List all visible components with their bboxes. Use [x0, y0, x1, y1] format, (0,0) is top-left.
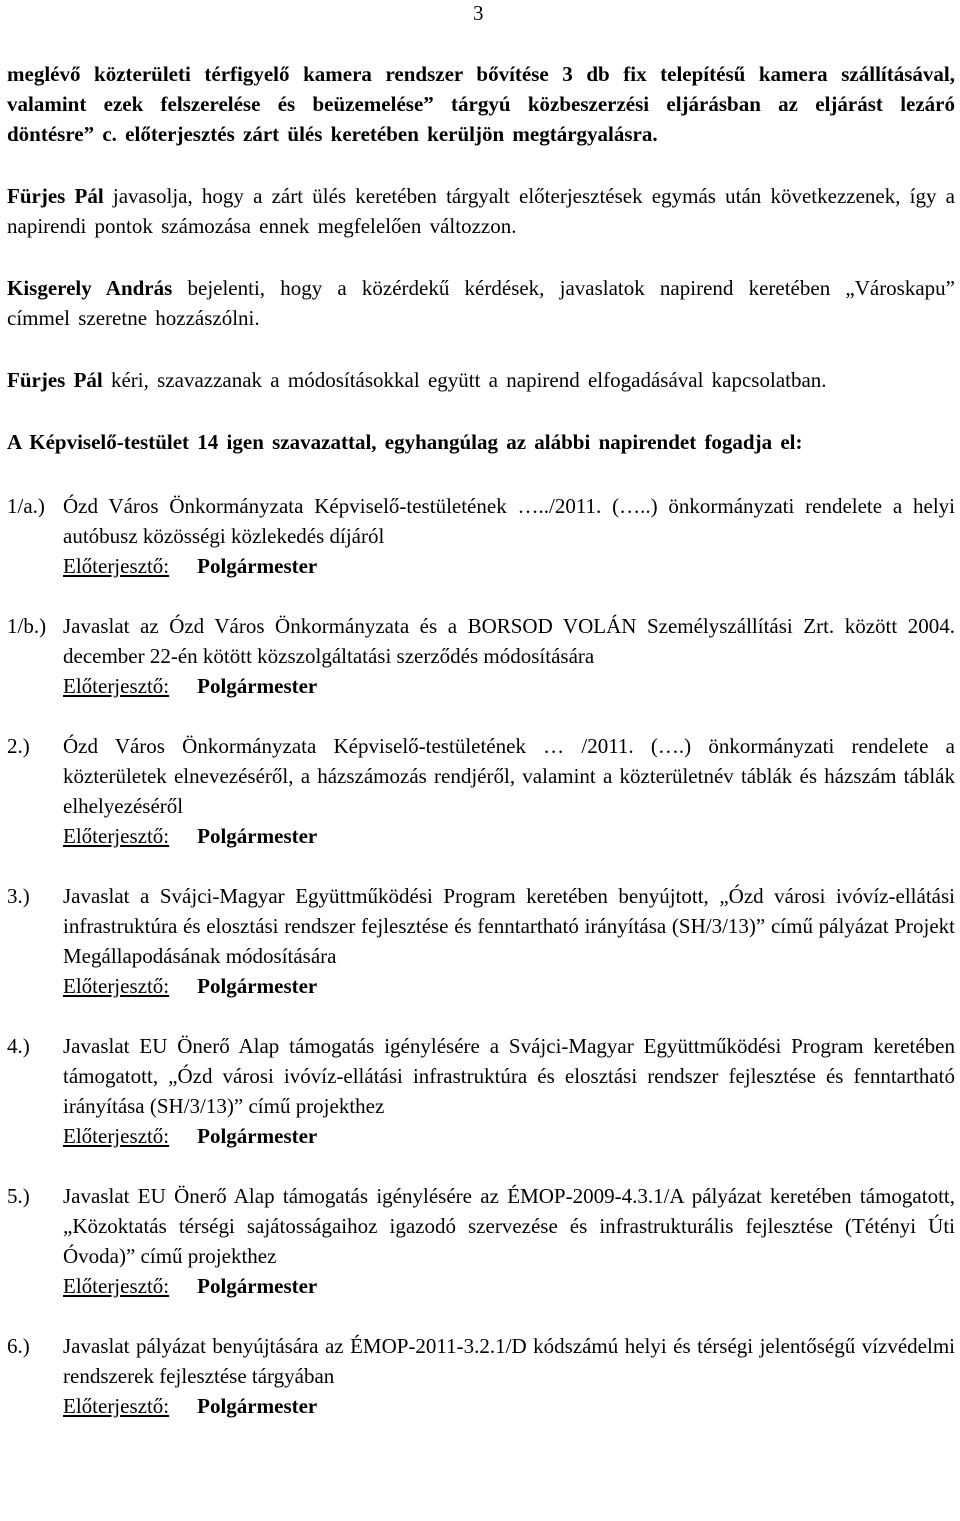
presenter-name: Polgármester — [197, 1274, 318, 1298]
agenda-item — [7, 491, 955, 581]
agenda-item — [7, 611, 955, 701]
paragraph-text: kéri, szavazzanak a módosításokkal együtt a napirend elfogadásával kapcsolatban. — [102, 368, 827, 392]
paragraph-text: A Képviselő-testület 14 igen szavazattal, egyhangúlag az alábbi napirendet fogadja el: — [7, 430, 803, 454]
paragraph-furjes-proposal — [7, 181, 955, 241]
document-body — [7, 59, 955, 1421]
agenda-item-number: 1/b.) — [7, 614, 47, 638]
agenda-item — [7, 731, 955, 851]
agenda-item-number: 6.) — [7, 1334, 30, 1358]
presenter-label: Előterjesztő: — [63, 1124, 170, 1148]
presenter-name: Polgármester — [197, 1124, 318, 1148]
agenda-item-number: 5.) — [7, 1184, 30, 1208]
presenter-label: Előterjesztő: — [63, 674, 170, 698]
presenter-name: Polgármester — [197, 554, 318, 578]
paragraph-text: javasolja, hogy a zárt ülés keretében tárgyalt előterjesztések egymás után következzenek, így a napirendi pontok számozása ennek megfelelően változzon. — [7, 184, 955, 238]
agenda-item-number: 2.) — [7, 734, 30, 758]
presenter-line — [63, 1121, 955, 1151]
agenda-item-number: 4.) — [7, 1034, 30, 1058]
agenda-item — [7, 1181, 955, 1301]
paragraph-kisgerely-announcement — [7, 273, 955, 333]
presenter-label: Előterjesztő: — [63, 554, 170, 578]
presenter-line — [63, 671, 955, 701]
presenter-name: Polgármester — [197, 974, 318, 998]
agenda-item-text: Javaslat EU Önerő Alap támogatás igénylésére az ÉMOP-2009-4.3.1/A pályázat keretében támogatott, „Közoktatás térségi sajátosságaihoz igazodó szervezése és infrastrukturális fejlesztése (Tétényi Úti Óvoda)” című projekthez — [63, 1184, 955, 1268]
paragraph-text: bejelenti, hogy a közérdekű kérdések, javaslatok napirend keretében „Városkapu” címmel szeretne hozzászólni. — [7, 276, 955, 330]
presenter-label: Előterjesztő: — [63, 1274, 170, 1298]
paragraph-resolution — [7, 427, 955, 457]
agenda-list — [7, 491, 955, 1421]
speaker-name: Kisgerely András — [7, 276, 173, 300]
presenter-label: Előterjesztő: — [63, 824, 170, 848]
agenda-item — [7, 1331, 955, 1421]
presenter-line — [63, 1271, 955, 1301]
agenda-item — [7, 1031, 955, 1151]
presenter-name: Polgármester — [197, 1394, 318, 1418]
page-number: 3 — [473, 1, 484, 25]
presenter-line — [63, 1391, 955, 1421]
paragraph-furjes-vote-request — [7, 365, 955, 395]
agenda-item-number: 3.) — [7, 884, 30, 908]
agenda-item-text: Javaslat pályázat benyújtására az ÉMOP-2011-3.2.1/D kódszámú helyi és térségi jelentőségű vízvédelmi rendszerek fejlesztése tárgyában — [63, 1334, 955, 1388]
presenter-line — [63, 551, 955, 581]
agenda-item-text: Ózd Város Önkormányzata Képviselő-testületének …../2011. (…..) önkormányzati rendelete a helyi autóbusz közösségi közlekedés díjáról — [63, 494, 955, 548]
presenter-name: Polgármester — [197, 824, 318, 848]
paragraph-closed-session — [7, 59, 955, 149]
agenda-item-text: Javaslat a Svájci-Magyar Együttműködési Program keretében benyújtott, „Ózd városi ivóvíz-ellátási infrastruktúra és elosztási rendszer fejlesztése és fenntartható irányítása (SH/3/13)” című pályázat Projekt Megállapodásának módosítására — [63, 884, 955, 968]
presenter-label: Előterjesztő: — [63, 974, 170, 998]
agenda-item — [7, 881, 955, 1001]
agenda-item-text: Javaslat EU Önerő Alap támogatás igénylésére a Svájci-Magyar Együttműködési Program keretében támogatott, „Ózd városi ivóvíz-ellátási infrastruktúra és elosztási rendszer fejlesztése és fenntartható irányítása (SH/3/13)” című projekthez — [63, 1034, 955, 1118]
presenter-line — [63, 821, 955, 851]
presenter-label: Előterjesztő: — [63, 1394, 170, 1418]
speaker-name: Fürjes Pál — [7, 368, 103, 392]
agenda-item-text: Javaslat az Ózd Város Önkormányzata és a BORSOD VOLÁN Személyszállítási Zrt. között 2004. december 22-én kötött közszolgáltatási szerződés módosítására — [63, 614, 955, 668]
agenda-item-number: 1/a.) — [7, 494, 45, 518]
speaker-name: Fürjes Pál — [7, 184, 104, 208]
presenter-line — [63, 971, 955, 1001]
paragraph-text: meglévő közterületi térfigyelő kamera rendszer bővítése 3 db fix telepítésű kamera szállításával, valamint ezek felszerelése és beüzemelése” tárgyú közbeszerzési eljárásban az eljárást lezáró döntésre” c. előterjesztés zárt ülés keretében kerüljön megtárgyalásra. — [7, 62, 955, 146]
presenter-name: Polgármester — [197, 674, 318, 698]
agenda-item-text: Ózd Város Önkormányzata Képviselő-testületének … /2011. (….) önkormányzati rendelete a közterületek elnevezéséről, a házszámozás rendjéről, valamint a közterületnév táblák és házszám táblák elhelyezéséről — [63, 734, 955, 818]
